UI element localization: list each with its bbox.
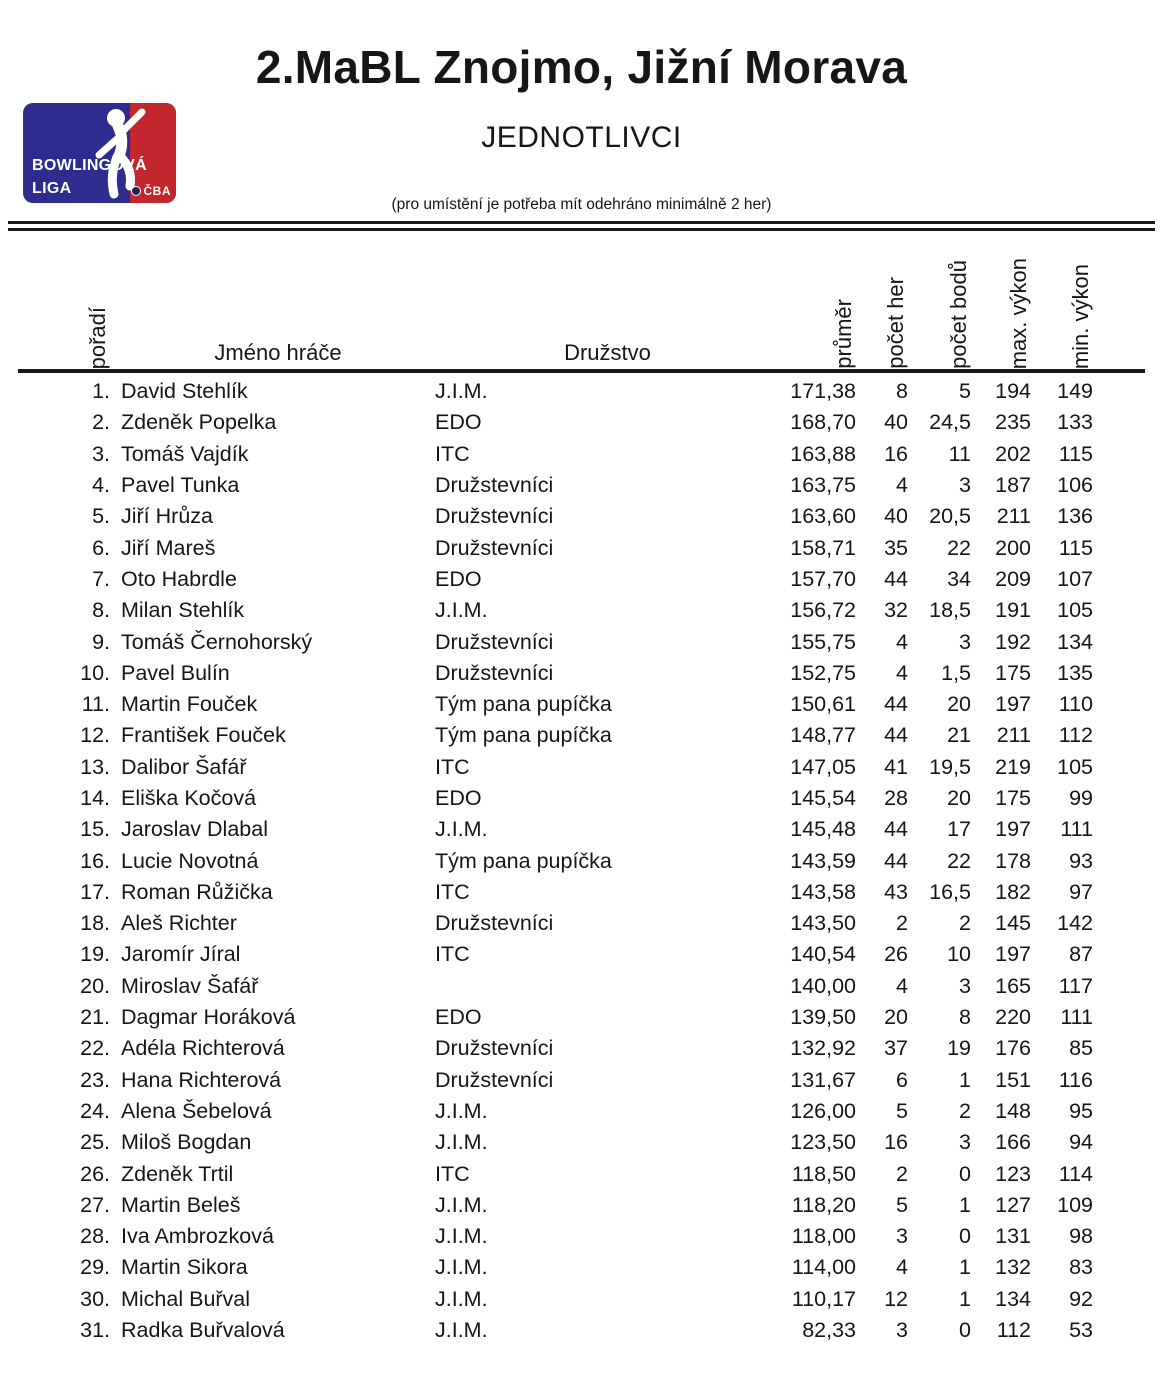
- cell-max: 151: [995, 1067, 1031, 1092]
- cell-rank: 24.: [80, 1098, 110, 1123]
- cell-min: 111: [1060, 817, 1093, 842]
- cell-rank: 30.: [80, 1286, 110, 1311]
- table-row: [18, 1190, 1145, 1221]
- cell-average: 156,72: [790, 598, 856, 623]
- cell-rank: 29.: [80, 1255, 110, 1280]
- cell-player-name: Martin Beleš: [121, 1192, 241, 1217]
- cell-games: 40: [884, 504, 908, 529]
- cell-games: 26: [884, 942, 908, 967]
- table-row: [18, 532, 1145, 563]
- cell-average: 147,05: [790, 754, 856, 779]
- cell-rank: 27.: [80, 1192, 110, 1217]
- cell-games: 12: [884, 1286, 908, 1311]
- cell-points: 10: [947, 942, 971, 967]
- cell-average: 163,88: [790, 441, 856, 466]
- table-row: [18, 845, 1145, 876]
- cell-average: 123,50: [790, 1130, 856, 1155]
- table-row: [18, 1284, 1145, 1315]
- cell-max: 209: [995, 566, 1031, 591]
- cell-min: 133: [1057, 410, 1093, 435]
- cell-min: 149: [1057, 379, 1093, 404]
- cell-player-name: Pavel Tunka: [121, 473, 240, 498]
- cell-max: 112: [996, 1318, 1031, 1343]
- logo-wordmark-line2: LIGA: [32, 180, 72, 198]
- cell-games: 40: [884, 410, 908, 435]
- cell-team: J.I.M.: [435, 1318, 488, 1343]
- cell-min: 117: [1058, 973, 1093, 998]
- col-header-team: Družstvo: [564, 340, 651, 365]
- cell-min: 134: [1057, 629, 1093, 654]
- cell-min: 97: [1069, 879, 1093, 904]
- table-row: [18, 407, 1145, 438]
- table-row: [18, 439, 1145, 470]
- cell-min: 93: [1069, 848, 1093, 873]
- cell-player-name: Adéla Richterová: [121, 1036, 285, 1061]
- table-row: [18, 1315, 1145, 1346]
- cell-max: 127: [995, 1192, 1031, 1217]
- cell-average: 140,54: [790, 942, 856, 967]
- cell-min: 85: [1069, 1036, 1093, 1061]
- table-row: [18, 1221, 1145, 1252]
- cba-badge: [131, 184, 172, 198]
- cell-rank: 2.: [92, 410, 110, 435]
- cell-rank: 4.: [92, 473, 110, 498]
- cell-team: Družstevníci: [435, 1067, 554, 1092]
- cell-min: 136: [1057, 504, 1093, 529]
- table-row: [18, 470, 1145, 501]
- cell-player-name: Martin Fouček: [121, 692, 258, 717]
- cell-games: 37: [884, 1036, 908, 1061]
- cba-badge-label: ČBA: [143, 184, 171, 198]
- cell-max: 211: [996, 504, 1031, 529]
- cell-points: 24,5: [929, 410, 971, 435]
- cell-team: EDO: [435, 786, 482, 810]
- logo-wordmark-line1: BOWLINGOVÁ: [32, 157, 147, 174]
- cell-games: 6: [896, 1067, 908, 1092]
- cell-average: 143,59: [790, 848, 856, 873]
- cell-max: 220: [995, 1005, 1031, 1030]
- cell-player-name: Iva Ambrozková: [121, 1224, 274, 1249]
- table-header: [18, 239, 1145, 373]
- cell-player-name: Dalibor Šafář: [121, 754, 247, 779]
- double-rule: [8, 221, 1155, 231]
- cell-games: 3: [896, 1224, 908, 1249]
- cell-points: 3: [959, 473, 971, 498]
- cell-player-name: Radka Buřvalová: [121, 1318, 285, 1343]
- table-row: [18, 1252, 1145, 1283]
- cell-games: 2: [896, 1161, 908, 1186]
- cell-min: 109: [1057, 1192, 1093, 1217]
- cell-player-name: František Fouček: [121, 723, 286, 748]
- cell-points: 0: [959, 1161, 971, 1186]
- cell-team: J.I.M.: [435, 1130, 488, 1155]
- cell-max: 194: [995, 379, 1031, 404]
- cell-min: 107: [1057, 566, 1093, 591]
- cell-team: ITC: [435, 441, 470, 466]
- cell-games: 44: [884, 566, 908, 591]
- table-row: [18, 1065, 1145, 1096]
- cell-points: 3: [959, 1130, 971, 1155]
- cell-points: 1: [959, 1286, 971, 1311]
- cell-rank: 16.: [80, 848, 110, 873]
- cell-min: 53: [1069, 1318, 1093, 1343]
- cell-average: 132,92: [790, 1036, 856, 1061]
- cell-average: 163,60: [790, 504, 856, 529]
- cell-team: Družstevníci: [435, 473, 554, 498]
- cell-rank: 6.: [92, 535, 110, 560]
- cell-points: 21: [947, 723, 971, 748]
- table-row: [18, 1096, 1145, 1127]
- cell-team: Družstevníci: [435, 535, 554, 560]
- cell-player-name: Jiří Mareš: [121, 535, 216, 560]
- cell-max: 211: [996, 723, 1031, 748]
- cell-player-name: Zdeněk Popelka: [121, 410, 277, 435]
- cell-player-name: Tomáš Černohorský: [121, 629, 313, 654]
- cell-player-name: Michal Buřval: [121, 1286, 251, 1311]
- cell-points: 22: [947, 848, 971, 873]
- page-subtitle: JEDNOTLIVCI: [481, 121, 682, 154]
- cell-min: 116: [1058, 1067, 1093, 1092]
- cell-average: 118,00: [791, 1224, 856, 1249]
- cell-player-name: Eliška Kočová: [121, 786, 257, 810]
- table-row: [18, 376, 1145, 407]
- cell-average: 150,61: [790, 692, 856, 717]
- cell-player-name: Alena Šebelová: [121, 1098, 272, 1123]
- cell-team: J.I.M.: [435, 817, 488, 842]
- cell-player-name: Pavel Bulín: [121, 660, 230, 685]
- col-header-points: počet bodů: [945, 260, 971, 369]
- cell-min: 94: [1069, 1130, 1093, 1155]
- col-header-average: průměr: [830, 299, 856, 369]
- cell-average: 118,20: [791, 1192, 856, 1217]
- cell-games: 32: [884, 598, 908, 623]
- table-row: [18, 501, 1145, 532]
- cell-rank: 8.: [92, 598, 110, 623]
- bowling-ball-icon: [131, 186, 141, 196]
- cell-max: 176: [995, 1036, 1031, 1061]
- cell-team: ITC: [435, 754, 470, 779]
- table-row: [18, 971, 1145, 1002]
- cell-rank: 11.: [81, 692, 110, 717]
- cell-points: 17: [947, 817, 971, 842]
- table-row: [18, 814, 1145, 845]
- cell-points: 16,5: [929, 879, 971, 904]
- cell-min: 95: [1069, 1098, 1093, 1123]
- cell-games: 2: [896, 911, 908, 936]
- cell-team: J.I.M.: [435, 1255, 488, 1280]
- cell-min: 115: [1058, 441, 1093, 466]
- cell-max: 134: [995, 1286, 1031, 1311]
- cell-max: 123: [995, 1161, 1031, 1186]
- cell-max: 187: [995, 473, 1031, 498]
- table-row: [18, 939, 1145, 970]
- cell-rank: 28.: [80, 1224, 110, 1249]
- cell-player-name: Jaroslav Dlabal: [121, 817, 268, 842]
- cell-games: 44: [884, 692, 908, 717]
- cell-team: Tým pana pupíčka: [435, 723, 612, 748]
- table-row: [18, 626, 1145, 657]
- cell-max: 202: [995, 441, 1031, 466]
- cell-team: J.I.M.: [435, 1224, 488, 1249]
- cell-player-name: David Stehlík: [121, 379, 248, 404]
- eligibility-note: (pro umístění je potřeba mít odehráno minimálně 2 her): [391, 196, 772, 213]
- cell-rank: 31.: [80, 1318, 110, 1343]
- cell-games: 4: [896, 973, 908, 998]
- cell-points: 20,5: [929, 504, 971, 529]
- cell-player-name: Milan Stehlík: [121, 598, 245, 623]
- cell-rank: 12.: [80, 723, 110, 748]
- cell-rank: 5.: [92, 504, 110, 529]
- col-header-rank: pořadí: [84, 306, 110, 369]
- cell-min: 115: [1058, 535, 1093, 560]
- cell-games: 16: [884, 1130, 908, 1155]
- cell-average: 131,67: [790, 1067, 856, 1092]
- cell-team: ITC: [435, 942, 470, 967]
- cell-player-name: Jaromír Jíral: [121, 942, 241, 967]
- cell-games: 8: [896, 379, 908, 404]
- cell-max: 200: [995, 535, 1031, 560]
- table-row: [18, 783, 1145, 814]
- cell-games: 16: [884, 441, 908, 466]
- cell-points: 1: [959, 1067, 971, 1092]
- cell-max: 166: [995, 1130, 1031, 1155]
- cell-average: 143,58: [790, 879, 856, 904]
- cell-rank: 26.: [80, 1161, 110, 1186]
- cell-team: J.I.M.: [435, 379, 488, 404]
- cell-average: 152,75: [790, 660, 856, 685]
- table-row: [18, 658, 1145, 689]
- cell-player-name: Tomáš Vajdík: [121, 441, 249, 466]
- cell-team: Družstevníci: [435, 629, 554, 654]
- table-row: [18, 720, 1145, 751]
- table-row: [18, 1002, 1145, 1033]
- cell-games: 44: [884, 848, 908, 873]
- cell-team: Tým pana pupíčka: [435, 692, 612, 717]
- cell-rank: 14.: [80, 786, 110, 810]
- cell-rank: 17.: [80, 879, 110, 904]
- cell-max: 175: [995, 660, 1031, 685]
- cell-rank: 15.: [80, 817, 110, 842]
- cell-rank: 13.: [80, 754, 110, 779]
- cell-team: Tým pana pupíčka: [435, 848, 612, 873]
- cell-rank: 1.: [92, 379, 110, 404]
- league-logo: [23, 103, 176, 203]
- cell-rank: 18.: [80, 911, 110, 936]
- cell-points: 20: [947, 692, 971, 717]
- cell-max: 132: [995, 1255, 1031, 1280]
- cell-player-name: Zdeněk Trtil: [121, 1161, 234, 1186]
- cell-max: 131: [995, 1224, 1031, 1249]
- cell-min: 92: [1069, 1286, 1093, 1311]
- cell-max: 197: [995, 942, 1031, 967]
- cell-player-name: Roman Růžička: [121, 879, 273, 904]
- cell-min: 112: [1058, 723, 1093, 748]
- cell-max: 197: [995, 817, 1031, 842]
- cell-min: 105: [1057, 598, 1093, 623]
- cell-average: 163,75: [790, 473, 856, 498]
- cell-min: 110: [1058, 692, 1093, 717]
- cell-team: J.I.M.: [435, 1192, 488, 1217]
- cell-average: 114,00: [791, 1255, 856, 1280]
- cell-min: 105: [1057, 754, 1093, 779]
- cell-min: 135: [1057, 660, 1093, 685]
- col-header-min: min. výkon: [1067, 263, 1093, 369]
- cell-games: 4: [896, 629, 908, 654]
- cell-rank: 7.: [92, 566, 110, 591]
- cell-max: 165: [995, 973, 1031, 998]
- table-row: [18, 689, 1145, 720]
- cell-team: Družstevníci: [435, 1036, 554, 1061]
- cell-team: Družstevníci: [435, 660, 554, 685]
- cell-team: Družstevníci: [435, 504, 554, 529]
- cell-points: 0: [959, 1318, 971, 1343]
- cell-max: 182: [995, 879, 1031, 904]
- cell-average: 139,50: [790, 1005, 856, 1030]
- cell-average: 145,54: [790, 786, 856, 810]
- cell-average: 118,50: [791, 1161, 856, 1186]
- cell-games: 4: [896, 1255, 908, 1280]
- table-row: [18, 1127, 1145, 1158]
- cell-rank: 9.: [92, 629, 110, 654]
- cell-max: 178: [995, 848, 1031, 873]
- cell-points: 3: [959, 973, 971, 998]
- cell-points: 34: [947, 566, 971, 591]
- cell-player-name: Jiří Hrůza: [121, 504, 213, 529]
- cell-max: 192: [995, 629, 1031, 654]
- cell-average: 145,48: [790, 817, 856, 842]
- cell-average: 140,00: [790, 973, 856, 998]
- table-body: [18, 373, 1145, 1346]
- cell-min: 87: [1069, 942, 1093, 967]
- cell-points: 3: [959, 629, 971, 654]
- cell-team: EDO: [435, 1005, 482, 1030]
- cell-average: 143,50: [790, 911, 856, 936]
- cell-average: 158,71: [790, 535, 856, 560]
- cell-team: J.I.M.: [435, 1098, 488, 1123]
- cell-max: 235: [995, 410, 1031, 435]
- table-row: [18, 1158, 1145, 1189]
- cell-points: 8: [959, 1005, 971, 1030]
- table-row: [18, 564, 1145, 595]
- col-header-max: max. výkon: [1005, 257, 1031, 369]
- table-row: [18, 752, 1145, 783]
- cell-points: 1: [959, 1255, 971, 1280]
- cell-rank: 21.: [80, 1005, 110, 1030]
- cell-rank: 10.: [80, 660, 110, 685]
- cell-games: 5: [896, 1098, 908, 1123]
- results-table: [18, 239, 1145, 1346]
- cell-average: 148,77: [790, 723, 856, 748]
- cell-games: 44: [884, 723, 908, 748]
- cell-points: 19,5: [929, 754, 971, 779]
- cell-points: 2: [959, 1098, 971, 1123]
- cell-rank: 23.: [80, 1067, 110, 1092]
- cell-min: 111: [1060, 1005, 1093, 1030]
- cell-team: ITC: [435, 1161, 470, 1186]
- cell-player-name: Oto Habrdle: [121, 566, 237, 591]
- table-row: [18, 877, 1145, 908]
- cell-points: 1: [959, 1192, 971, 1217]
- cell-rank: 20.: [80, 973, 110, 998]
- cell-rank: 3.: [92, 441, 110, 466]
- cell-points: 22: [947, 535, 971, 560]
- cell-points: 0: [959, 1224, 971, 1249]
- cell-max: 145: [995, 911, 1031, 936]
- cell-max: 197: [995, 692, 1031, 717]
- cell-points: 11: [948, 441, 971, 466]
- cell-average: 155,75: [790, 629, 856, 654]
- cell-team: EDO: [435, 566, 482, 591]
- cell-games: 43: [884, 879, 908, 904]
- page-title: 2.MaBL Znojmo, Jižní Morava: [255, 41, 908, 93]
- cell-points: 2: [959, 911, 971, 936]
- cell-min: 99: [1069, 786, 1093, 810]
- table-row: [18, 595, 1145, 626]
- cell-average: 126,00: [790, 1098, 856, 1123]
- cell-average: 110,17: [791, 1286, 856, 1311]
- cell-games: 20: [884, 1005, 908, 1030]
- cell-points: 18,5: [929, 598, 971, 623]
- cell-games: 28: [884, 786, 908, 810]
- cell-points: 20: [947, 786, 971, 810]
- cell-average: 168,70: [790, 410, 856, 435]
- table-row: [18, 908, 1145, 939]
- cell-games: 3: [896, 1318, 908, 1343]
- col-header-games: počet her: [882, 277, 908, 369]
- cell-max: 191: [995, 598, 1031, 623]
- cell-points: 1,5: [941, 660, 971, 685]
- cell-team: Družstevníci: [435, 911, 554, 936]
- cell-average: 157,70: [790, 566, 856, 591]
- cell-min: 98: [1069, 1224, 1093, 1249]
- cell-average: 82,33: [802, 1318, 856, 1343]
- cell-min: 142: [1057, 911, 1093, 936]
- table-row: [18, 1033, 1145, 1064]
- cell-player-name: Martin Sikora: [121, 1255, 248, 1280]
- cell-games: 5: [896, 1192, 908, 1217]
- cell-rank: 22.: [80, 1036, 110, 1061]
- cell-min: 83: [1069, 1255, 1093, 1280]
- cell-max: 148: [995, 1098, 1031, 1123]
- cell-player-name: Lucie Novotná: [121, 848, 259, 873]
- cell-games: 4: [896, 473, 908, 498]
- cell-rank: 19.: [80, 942, 110, 967]
- cell-rank: 25.: [80, 1130, 110, 1155]
- cell-games: 4: [896, 660, 908, 685]
- cell-player-name: Miloš Bogdan: [121, 1130, 252, 1155]
- cell-player-name: Hana Richterová: [121, 1067, 282, 1092]
- cell-points: 19: [947, 1036, 971, 1061]
- cell-average: 171,38: [790, 379, 856, 404]
- cell-player-name: Dagmar Horáková: [121, 1005, 296, 1030]
- cell-team: J.I.M.: [435, 598, 488, 623]
- cell-games: 35: [884, 535, 908, 560]
- cell-min: 114: [1058, 1161, 1093, 1186]
- col-header-player-name: Jméno hráče: [214, 340, 342, 365]
- cell-points: 5: [959, 379, 971, 404]
- cell-team: J.I.M.: [435, 1286, 488, 1311]
- cell-team: ITC: [435, 879, 470, 904]
- cell-min: 106: [1057, 473, 1093, 498]
- cell-games: 41: [884, 754, 908, 779]
- cell-team: EDO: [435, 410, 482, 435]
- cell-player-name: Aleš Richter: [121, 911, 237, 936]
- cell-max: 175: [995, 786, 1031, 810]
- cell-max: 219: [995, 754, 1031, 779]
- cell-games: 44: [884, 817, 908, 842]
- cell-player-name: Miroslav Šafář: [121, 973, 259, 998]
